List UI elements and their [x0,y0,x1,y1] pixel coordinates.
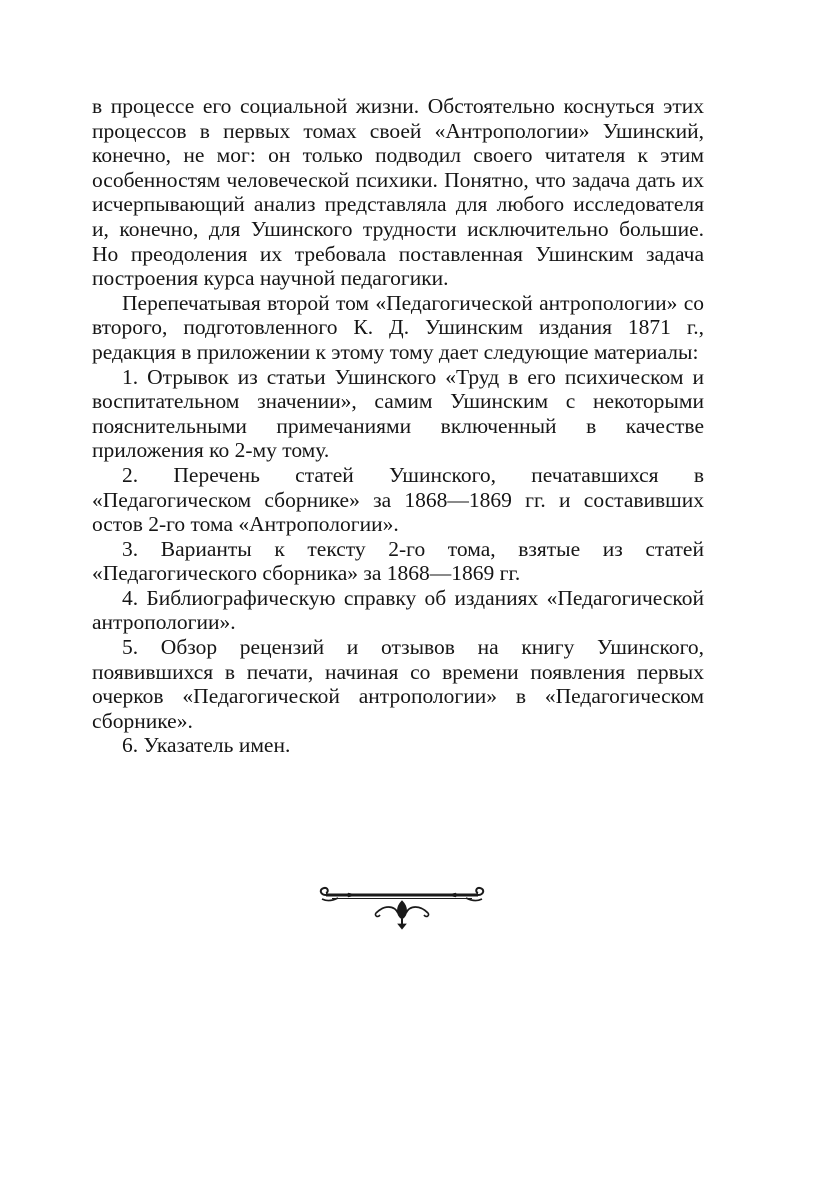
list-item: 1. Отрывок из статьи Ушинского «Труд в его психическом и воспитательном значении», самим Ушинским с некоторыми пояснительными примечаниями включенный в качестве приложения ко 2-му тому. [92,364,704,463]
decorative-vignette-icon [318,883,486,931]
list-item: 2. Перечень статей Ушинского, печатавшихся в «Педагогическом сборнике» за 1868—1869 гг. и составивших остов 2-го тома «Антропологии». [92,462,704,537]
list-item: 3. Варианты к тексту 2-го тома, взятые из статей «Педагогического сборника» за 1868—1869 гг. [92,536,704,586]
materials-list [92,365,704,759]
page-text-block [92,94,704,758]
list-item: 4. Библиографическую справку об изданиях «Педагогической антропологии». [92,585,704,635]
paragraph-continuation: в процессе его социальной жизни. Обстоятельно коснуться этих процессов в первых томах своей «Антропологии» Ушинский, конечно, не мог: он только подводил своего читателя к этим особенностям человеческой психики. Понятно, что задача дать их исчерпывающий анализ представляла для любого исследователя и, конечно, для Ушинского трудности исключительно большие. Но преодоления их требовала поставленная Ушинским задача построения курса научной педагогики. [92,94,704,291]
list-item: 5. Обзор рецензий и отзывов на книгу Ушинского, появившихся в печати, начиная со времени появления первых очерков «Педагогической антропологии» в «Педагогическом сборнике». [92,635,704,733]
list-item: 6. Указатель имен. [122,733,291,758]
paragraph-materials-intro: Перепечатывая второй том «Педагогической антропологии» со второго, подготовленного К. Д. Ушинским издания 1871 г., редакция в приложении к этому тому дает следующие материалы: [92,290,704,364]
